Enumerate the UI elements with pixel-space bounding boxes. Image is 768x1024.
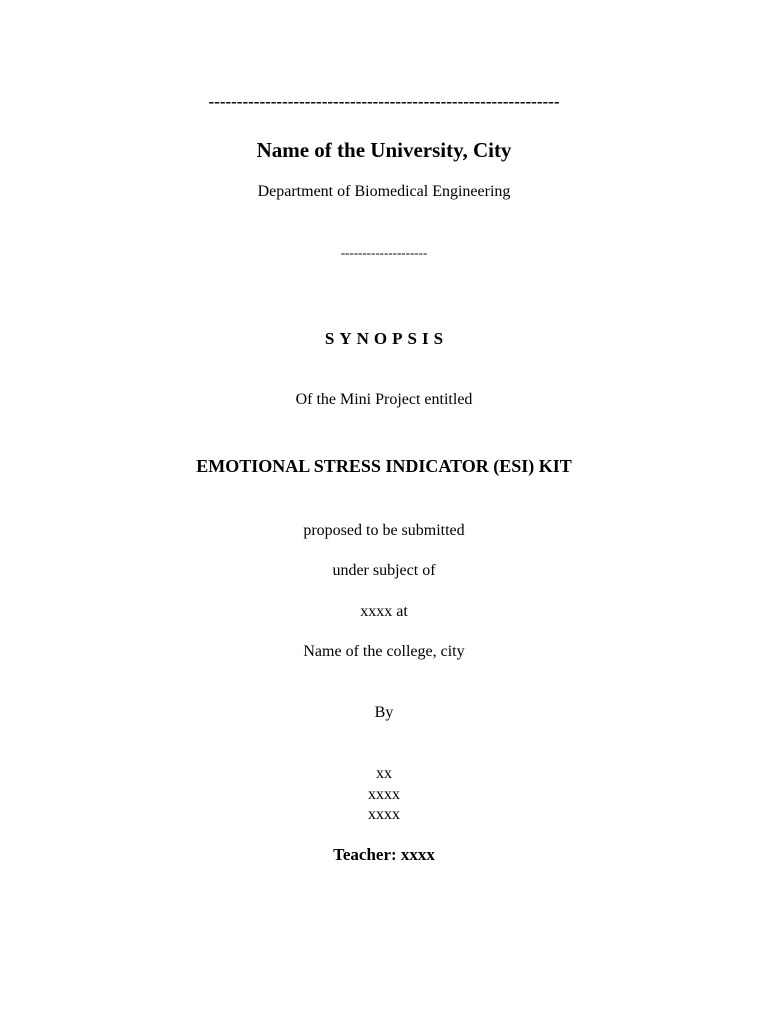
project-title: EMOTIONAL STRESS INDICATOR (ESI) KIT	[196, 456, 572, 476]
author-name: xx	[376, 765, 392, 782]
mini-project-intro: Of the Mini Project entitled	[295, 391, 473, 408]
under-subject-line: under subject of	[332, 562, 436, 579]
proposed-line: proposed to be submitted	[303, 522, 465, 539]
department-name: Department of Biomedical Engineering	[257, 183, 511, 200]
middle-dashed-rule: --------------------	[340, 245, 428, 260]
author-name: xxxx	[368, 806, 400, 823]
synopsis-heading: SYNOPSIS	[324, 329, 449, 348]
college-line: Name of the college, city	[303, 643, 465, 660]
subject-line: xxxx at	[360, 603, 408, 620]
university-name: Name of the University, City	[256, 138, 512, 162]
teacher-line: Teacher: xxxx	[333, 845, 435, 864]
by-line: By	[374, 704, 394, 721]
author-name: xxxx	[368, 786, 400, 803]
top-dashed-rule: --------------------------------------------------------------	[208, 92, 560, 111]
